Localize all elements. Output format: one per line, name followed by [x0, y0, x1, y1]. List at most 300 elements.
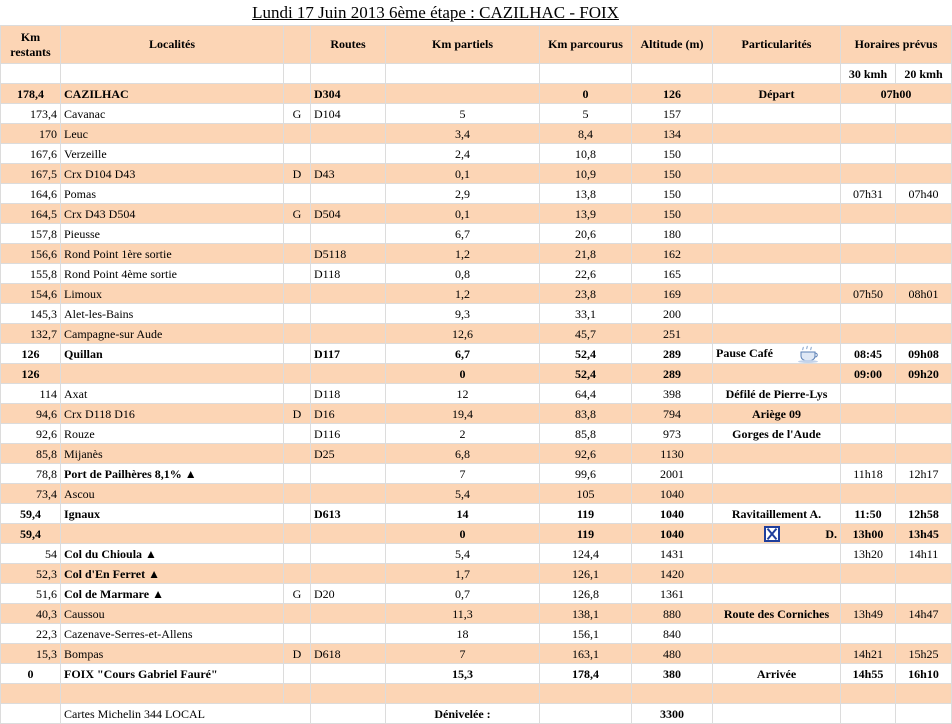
table-row [1, 284, 952, 304]
km-partiels-cell: 1,2 [386, 244, 540, 264]
km-parcourus-cell: 10,8 [540, 144, 632, 164]
km-partiels-cell: 12,6 [386, 324, 540, 344]
direction-cell [284, 424, 311, 444]
altitude-cell: 1130 [632, 444, 713, 464]
horaire-20-cell: 12h58 [896, 504, 952, 524]
direction-cell [284, 384, 311, 404]
col-header-particularites: Particularités [713, 26, 841, 64]
particularite-cell [713, 504, 841, 524]
header-row [1, 26, 952, 64]
horaire-30-cell [841, 264, 896, 284]
direction-cell [284, 444, 311, 464]
direction-cell: D [284, 404, 311, 424]
route-cell: D117 [311, 344, 386, 364]
table-row [1, 204, 952, 224]
km-restants-cell: 22,3 [1, 624, 61, 644]
horaire-20-cell [896, 204, 952, 224]
km-partiels-cell: 5 [386, 104, 540, 124]
km-restants-cell: 59,4 [1, 524, 61, 544]
restaurant-icon [764, 526, 780, 542]
localite-cell: Col d'En Ferret ▲ [61, 564, 284, 584]
horaire-20-cell [896, 424, 952, 444]
horaire-30-cell: 07h31 [841, 184, 896, 204]
horaire-30-cell [841, 244, 896, 264]
table-row [1, 184, 952, 204]
altitude-cell: 480 [632, 644, 713, 664]
route-cell: D104 [311, 104, 386, 124]
table-row [1, 404, 952, 424]
route-cell: D43 [311, 164, 386, 184]
altitude-cell: 1361 [632, 584, 713, 604]
col-header-altitude: Altitude (m) [632, 26, 713, 64]
km-partiels-cell: 18 [386, 624, 540, 644]
km-partiels-cell [386, 84, 540, 104]
altitude-cell: 289 [632, 364, 713, 384]
km-restants-cell: 52,3 [1, 564, 61, 584]
horaire-20-cell: 13h45 [896, 524, 952, 544]
table-row [1, 664, 952, 684]
km-restants-cell: 173,4 [1, 104, 61, 124]
particularite-text: Arrivée [756, 666, 797, 681]
horaire-30-cell [841, 124, 896, 144]
km-partiels-cell: 0,8 [386, 264, 540, 284]
particularite-cell [713, 664, 841, 684]
table-row [1, 484, 952, 504]
km-partiels-cell: 1,2 [386, 284, 540, 304]
table-row [1, 544, 952, 564]
particularite-cell [713, 204, 841, 224]
direction-cell [284, 324, 311, 344]
particularite-cell [713, 584, 841, 604]
horaire-20-cell [896, 564, 952, 584]
km-restants-cell: 167,6 [1, 144, 61, 164]
particularite-cell [713, 184, 841, 204]
km-parcourus-cell: 105 [540, 484, 632, 504]
horaire-30-cell: 13h49 [841, 604, 896, 624]
km-parcourus-cell: 0 [540, 84, 632, 104]
altitude-cell: 289 [632, 344, 713, 364]
direction-cell [284, 304, 311, 324]
horaire-20-cell [896, 484, 952, 504]
horaire-20-cell [896, 584, 952, 604]
altitude-cell: 162 [632, 244, 713, 264]
denivele-label: Dénivelée : [386, 704, 540, 724]
horaire-30-cell [841, 424, 896, 444]
localite-cell: Crx D104 D43 [61, 164, 284, 184]
km-partiels-cell: 9,3 [386, 304, 540, 324]
localite-cell: Ignaux [61, 504, 284, 524]
localite-cell: Crx D43 D504 [61, 204, 284, 224]
km-restants-cell: 114 [1, 384, 61, 404]
altitude-cell: 973 [632, 424, 713, 444]
km-restants-cell: 73,4 [1, 484, 61, 504]
particularite-cell [713, 604, 841, 624]
localite-cell: Limoux [61, 284, 284, 304]
table-row [1, 524, 952, 544]
table-row [1, 324, 952, 344]
km-parcourus-cell: 163,1 [540, 644, 632, 664]
localite-cell: Axat [61, 384, 284, 404]
km-parcourus-cell: 23,8 [540, 284, 632, 304]
route-cell: D25 [311, 444, 386, 464]
km-partiels-cell: 14 [386, 504, 540, 524]
km-partiels-cell: 0,1 [386, 164, 540, 184]
horaire-30-cell [841, 624, 896, 644]
km-partiels-cell: 19,4 [386, 404, 540, 424]
table-row [1, 264, 952, 284]
horaire-30-cell [841, 404, 896, 424]
km-partiels-cell: 11,3 [386, 604, 540, 624]
localite-cell: Crx D118 D16 [61, 404, 284, 424]
particularite-cell [713, 544, 841, 564]
route-cell: D20 [311, 584, 386, 604]
km-parcourus-cell: 64,4 [540, 384, 632, 404]
direction-cell [284, 664, 311, 684]
particularite-cell [713, 564, 841, 584]
km-partiels-cell: 7 [386, 464, 540, 484]
km-restants-cell: 15,3 [1, 644, 61, 664]
altitude-cell: 251 [632, 324, 713, 344]
footer-row [1, 704, 952, 724]
horaire-20-cell: 08h01 [896, 284, 952, 304]
horaire-20-cell: 16h10 [896, 664, 952, 684]
altitude-cell: 150 [632, 204, 713, 224]
horaire-30-cell [841, 324, 896, 344]
altitude-cell: 150 [632, 164, 713, 184]
route-cell [311, 464, 386, 484]
col-header-horaires: Horaires prévus [841, 26, 952, 64]
altitude-cell: 2001 [632, 464, 713, 484]
table-row [1, 604, 952, 624]
horaire-30-cell [841, 144, 896, 164]
horaire-20-cell: 09h20 [896, 364, 952, 384]
km-partiels-cell: 2,4 [386, 144, 540, 164]
km-restants-cell: 126 [1, 344, 61, 364]
km-parcourus-cell: 13,9 [540, 204, 632, 224]
table-row [1, 564, 952, 584]
horaire-30-cell: 13h00 [841, 524, 896, 544]
particularite-cell [713, 164, 841, 184]
direction-cell [284, 224, 311, 244]
horaire-20-cell: 09h08 [896, 344, 952, 364]
localite-cell: Bompas [61, 644, 284, 664]
km-restants-cell: 132,7 [1, 324, 61, 344]
km-restants-cell: 85,8 [1, 444, 61, 464]
route-cell [311, 604, 386, 624]
route-cell: D16 [311, 404, 386, 424]
horaire-20-cell: 14h47 [896, 604, 952, 624]
table-row [1, 144, 952, 164]
col-header-sign [284, 26, 311, 64]
km-parcourus-cell: 21,8 [540, 244, 632, 264]
horaire-20-cell [896, 324, 952, 344]
table-row [1, 364, 952, 384]
localite-cell: Col de Marmare ▲ [61, 584, 284, 604]
horaire-20-cell [896, 444, 952, 464]
horaire-20-cell [896, 144, 952, 164]
km-parcourus-cell: 178,4 [540, 664, 632, 684]
speed-30-label: 30 kmh [841, 64, 896, 84]
localite-cell: Caussou [61, 604, 284, 624]
particularite-cell [713, 484, 841, 504]
direction-cell [284, 564, 311, 584]
km-partiels-cell: 3,4 [386, 124, 540, 144]
horaire-30-cell [841, 164, 896, 184]
particularite-cell [713, 104, 841, 124]
horaire-30-cell [841, 304, 896, 324]
route-cell [311, 124, 386, 144]
horaire-20-cell [896, 624, 952, 644]
horaire-30-cell: 11:50 [841, 504, 896, 524]
horaire-30-cell: 13h20 [841, 544, 896, 564]
particularite-text: Départ [758, 86, 795, 101]
particularite-text: Route des Corniches [723, 606, 830, 621]
km-parcourus-cell: 52,4 [540, 364, 632, 384]
km-parcourus-cell: 33,1 [540, 304, 632, 324]
route-cell: D118 [311, 384, 386, 404]
altitude-cell: 380 [632, 664, 713, 684]
route-cell [311, 624, 386, 644]
altitude-cell: 165 [632, 264, 713, 284]
table-row [1, 624, 952, 644]
table-row [1, 424, 952, 444]
localite-cell [61, 524, 284, 544]
speed-row [1, 64, 952, 84]
table-row [1, 504, 952, 524]
localite-cell [61, 364, 284, 384]
denivele-value: 3300 [632, 704, 713, 724]
km-partiels-cell: 1,7 [386, 564, 540, 584]
horaire-30-cell: 07h50 [841, 284, 896, 304]
particularite-text: Défilé de Pierre-Lys [725, 386, 828, 401]
localite-cell: Leuc [61, 124, 284, 144]
localite-cell: Cavanac [61, 104, 284, 124]
table-row [1, 464, 952, 484]
localite-cell: Campagne-sur Aude [61, 324, 284, 344]
km-restants-cell: 170 [1, 124, 61, 144]
table-row [1, 244, 952, 264]
localite-cell: FOIX "Cours Gabriel Fauré" [61, 664, 284, 684]
particularite-cell [713, 144, 841, 164]
route-cell [311, 304, 386, 324]
localite-cell: Mijanès [61, 444, 284, 464]
route-cell [311, 524, 386, 544]
table-row [1, 384, 952, 404]
table-row [1, 104, 952, 124]
route-cell [311, 184, 386, 204]
km-restants-cell: 157,8 [1, 224, 61, 244]
altitude-cell: 200 [632, 304, 713, 324]
particularite-cell [713, 444, 841, 464]
table-row [1, 124, 952, 144]
km-partiels-cell: 2,9 [386, 184, 540, 204]
localite-cell: Rond Point 4ème sortie [61, 264, 284, 284]
localite-cell: Rouze [61, 424, 284, 444]
direction-cell: G [284, 584, 311, 604]
table-row [1, 224, 952, 244]
route-cell [311, 324, 386, 344]
horaire-30-cell [841, 584, 896, 604]
horaire-20-cell: 15h25 [896, 644, 952, 664]
stage-table [0, 25, 952, 724]
particularite-cell [713, 264, 841, 284]
horaire-30-cell [841, 484, 896, 504]
direction-cell [284, 364, 311, 384]
direction-cell [284, 504, 311, 524]
route-cell [311, 664, 386, 684]
km-restants-cell: 92,6 [1, 424, 61, 444]
altitude-cell: 1040 [632, 484, 713, 504]
km-parcourus-cell: 119 [540, 504, 632, 524]
direction-cell [284, 184, 311, 204]
direction-cell: D [284, 164, 311, 184]
direction-cell [284, 344, 311, 364]
horaire-20-cell [896, 264, 952, 284]
km-restants-cell: 178,4 [1, 84, 61, 104]
km-parcourus-cell: 99,6 [540, 464, 632, 484]
horaire-20-cell: 07h40 [896, 184, 952, 204]
direction-cell: D [284, 644, 311, 664]
km-partiels-cell: 12 [386, 384, 540, 404]
direction-cell [284, 604, 311, 624]
col-header-km-restants: Km restants [1, 26, 61, 64]
km-restants-cell: 54 [1, 544, 61, 564]
km-parcourus-cell: 126,8 [540, 584, 632, 604]
altitude-cell: 1040 [632, 504, 713, 524]
km-parcourus-cell: 10,9 [540, 164, 632, 184]
horaire-20-cell [896, 384, 952, 404]
table-row [1, 304, 952, 324]
spacer-row [1, 684, 952, 704]
horaire-30-cell: 14h21 [841, 644, 896, 664]
km-partiels-cell: 6,7 [386, 344, 540, 364]
altitude-cell: 134 [632, 124, 713, 144]
km-parcourus-cell: 5 [540, 104, 632, 124]
particularite-cell [713, 624, 841, 644]
direction-cell: G [284, 104, 311, 124]
km-restants-cell: 154,6 [1, 284, 61, 304]
altitude-cell: 126 [632, 84, 713, 104]
altitude-cell: 398 [632, 384, 713, 404]
km-restants-cell: 145,3 [1, 304, 61, 324]
route-cell [311, 544, 386, 564]
km-parcourus-cell: 22,6 [540, 264, 632, 284]
col-header-km-parcourus: Km parcourus [540, 26, 632, 64]
altitude-cell: 840 [632, 624, 713, 644]
localite-cell: Verzeille [61, 144, 284, 164]
km-partiels-cell: 6,7 [386, 224, 540, 244]
altitude-cell: 1431 [632, 544, 713, 564]
particularite-text: D. [825, 526, 837, 541]
localite-cell: Alet-les-Bains [61, 304, 284, 324]
km-parcourus-cell: 156,1 [540, 624, 632, 644]
direction-cell: G [284, 204, 311, 224]
particularite-cell [713, 524, 841, 544]
horaire-20-cell [896, 124, 952, 144]
horaire-20-cell [896, 164, 952, 184]
horaire-20-cell: 12h17 [896, 464, 952, 484]
altitude-cell: 1040 [632, 524, 713, 544]
page-title-text: Lundi 17 Juin 2013 6ème étape : CAZILHAC - FOIX [252, 3, 619, 22]
page-title [0, 0, 871, 25]
horaire-30-cell: 14h55 [841, 664, 896, 684]
route-cell [311, 144, 386, 164]
direction-cell [284, 284, 311, 304]
km-parcourus-cell: 92,6 [540, 444, 632, 464]
horaire-30-cell: 11h18 [841, 464, 896, 484]
km-restants-cell: 156,6 [1, 244, 61, 264]
particularite-cell [713, 364, 841, 384]
col-header-km-partiels: Km partiels [386, 26, 540, 64]
particularite-cell [713, 404, 841, 424]
altitude-cell: 180 [632, 224, 713, 244]
horaire-30-cell: 08:45 [841, 344, 896, 364]
direction-cell [284, 544, 311, 564]
km-parcourus-cell: 45,7 [540, 324, 632, 344]
route-cell [311, 484, 386, 504]
km-partiels-cell: 6,8 [386, 444, 540, 464]
km-parcourus-cell: 138,1 [540, 604, 632, 624]
table-row [1, 164, 952, 184]
particularite-cell [713, 384, 841, 404]
direction-cell [284, 244, 311, 264]
maps-reference: Cartes Michelin 344 LOCAL [61, 704, 311, 724]
localite-cell: Pieusse [61, 224, 284, 244]
km-partiels-cell: 0,1 [386, 204, 540, 224]
horaire-cell: 07h00 [841, 84, 952, 104]
horaire-30-cell: 09:00 [841, 364, 896, 384]
horaire-30-cell [841, 444, 896, 464]
km-restants-cell: 0 [1, 664, 61, 684]
col-header-localites: Localités [61, 26, 284, 64]
localite-cell: Pomas [61, 184, 284, 204]
route-cell [311, 564, 386, 584]
col-header-routes: Routes [311, 26, 386, 64]
horaire-20-cell [896, 224, 952, 244]
localite-cell: Rond Point 1ère sortie [61, 244, 284, 264]
direction-cell [284, 144, 311, 164]
table-row [1, 644, 952, 664]
route-cell: D613 [311, 504, 386, 524]
particularite-cell [713, 424, 841, 444]
altitude-cell: 794 [632, 404, 713, 424]
table-row [1, 84, 952, 104]
km-parcourus-cell: 85,8 [540, 424, 632, 444]
km-restants-cell: 78,8 [1, 464, 61, 484]
km-parcourus-cell: 119 [540, 524, 632, 544]
particularite-cell [713, 224, 841, 244]
km-parcourus-cell: 124,4 [540, 544, 632, 564]
km-parcourus-cell: 83,8 [540, 404, 632, 424]
km-partiels-cell: 5,4 [386, 544, 540, 564]
km-partiels-cell: 5,4 [386, 484, 540, 504]
particularite-text: Pause Café [716, 346, 773, 360]
direction-cell [284, 484, 311, 504]
horaire-30-cell [841, 104, 896, 124]
km-partiels-cell: 0 [386, 364, 540, 384]
horaire-30-cell [841, 564, 896, 584]
direction-cell [284, 264, 311, 284]
horaire-20-cell: 14h11 [896, 544, 952, 564]
altitude-cell: 880 [632, 604, 713, 624]
km-parcourus-cell: 52,4 [540, 344, 632, 364]
coffee-cup-icon [795, 345, 821, 363]
km-parcourus-cell: 20,6 [540, 224, 632, 244]
horaire-30-cell [841, 384, 896, 404]
km-restants-cell: 164,6 [1, 184, 61, 204]
horaire-20-cell [896, 244, 952, 264]
direction-cell [284, 124, 311, 144]
